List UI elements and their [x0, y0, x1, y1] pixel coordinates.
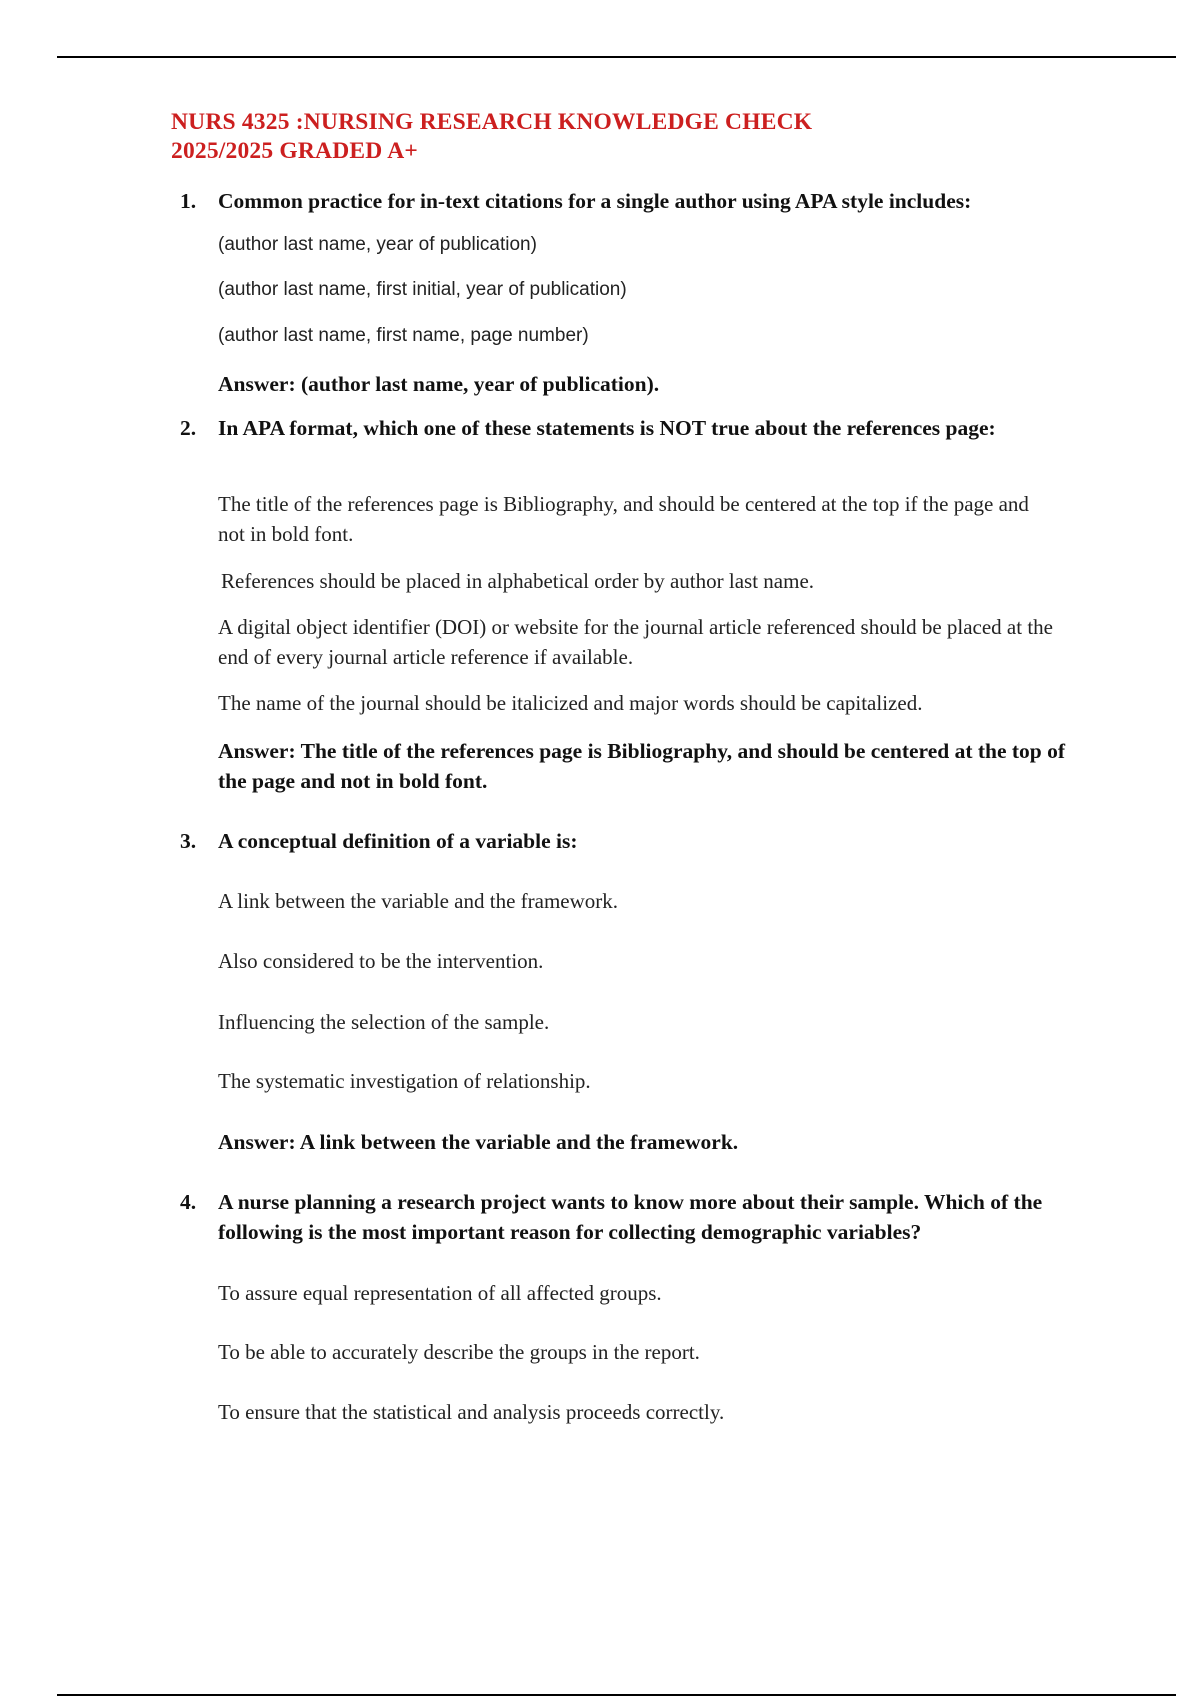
correct-answer: Answer: A link between the variable and the framework.	[218, 1130, 739, 1154]
question-text: In APA format, which one of these statements is NOT true about the references page:	[218, 416, 996, 440]
question-number: 3.	[180, 829, 197, 853]
title-line-1: NURS 4325 :NURSING RESEARCH KNOWLEDGE CHECK	[171, 109, 813, 135]
answer-option: The name of the journal should be italicized and major words should be capitalized.	[218, 691, 923, 715]
answer-option: (author last name, year of publication)	[218, 234, 537, 255]
answer-option: The title of the references page is Bibliography, and should be centered at the top if the page and not in bold font.	[218, 492, 1029, 546]
correct-answer: Answer: The title of the references page is Bibliography, and should be centered at the top of the page and not in bold font.	[218, 739, 1066, 793]
answer-option: To ensure that the statistical and analysis proceeds correctly.	[218, 1400, 725, 1424]
document-title	[171, 108, 812, 166]
question-text: A nurse planning a research project wants to know more about their sample. Which of the following is the most important reason for collecting demographic variables?	[218, 1190, 1043, 1244]
title-line-2: 2025/2025 GRADED A+	[171, 138, 418, 164]
correct-answer: Answer: (author last name, year of publication).	[218, 372, 660, 396]
question-number: 4.	[180, 1190, 197, 1214]
answer-option: To assure equal representation of all affected groups.	[218, 1281, 662, 1305]
top-rule	[57, 56, 1176, 58]
question-number: 1.	[180, 189, 197, 213]
answer-option: (author last name, first initial, year of publication)	[218, 279, 627, 300]
answer-option: A digital object identifier (DOI) or website for the journal article referenced should be placed at the end of every journal article reference if available.	[218, 615, 1053, 669]
question-text: Common practice for in-text citations for a single author using APA style includes:	[218, 189, 972, 213]
answer-option: References should be placed in alphabetical order by author last name.	[221, 569, 815, 593]
question-text: A conceptual definition of a variable is:	[218, 829, 578, 853]
bottom-rule	[57, 1694, 1176, 1696]
answer-option: A link between the variable and the framework.	[218, 889, 619, 913]
answer-option: To be able to accurately describe the groups in the report.	[218, 1340, 700, 1364]
answer-option: Also considered to be the intervention.	[218, 949, 544, 973]
answer-option: The systematic investigation of relationship.	[218, 1069, 591, 1093]
question-number: 2.	[180, 416, 197, 440]
answer-option: Influencing the selection of the sample.	[218, 1010, 550, 1034]
answer-option: (author last name, first name, page number)	[218, 325, 589, 346]
